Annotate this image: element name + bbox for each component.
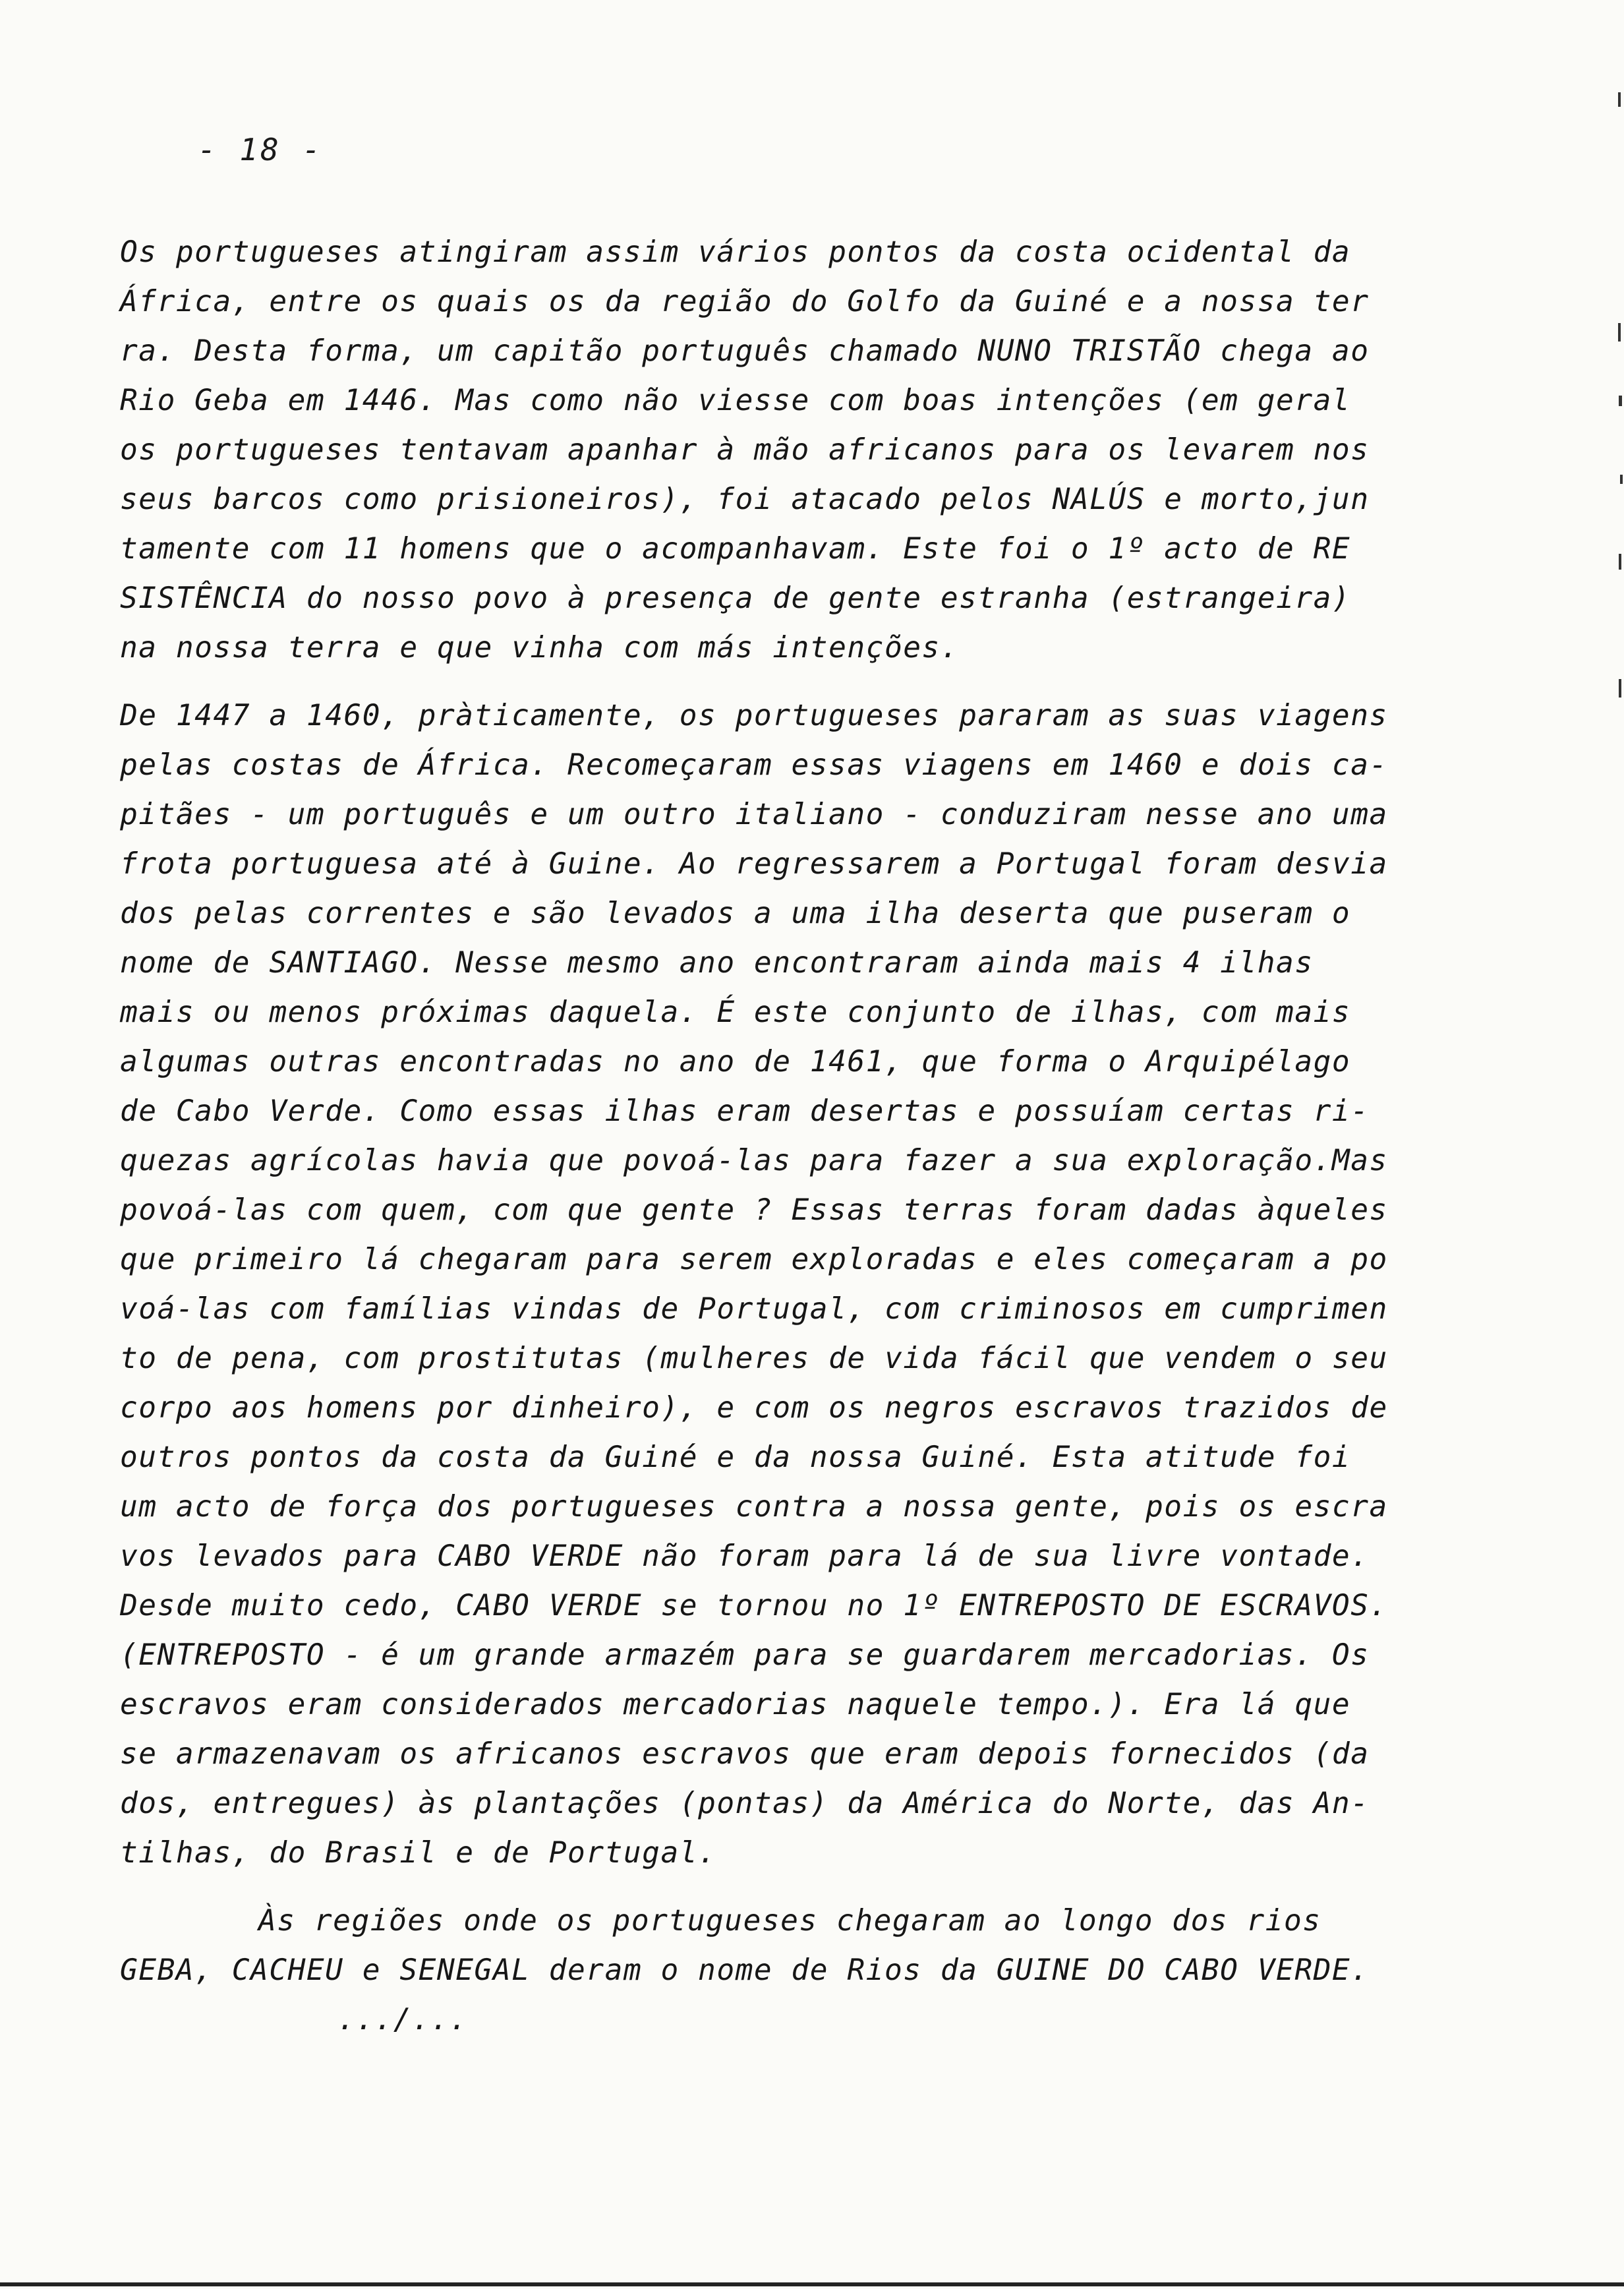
text-line: Rio Geba em 1446. Mas como não viesse com boas intenções (em geral: [120, 384, 1351, 417]
text-line: frota portuguesa até à Guine. Ao regressarem a Portugal foram desvia: [120, 847, 1388, 881]
text-line: dos, entregues) às plantações (pontas) da América do Norte, das An-: [120, 1787, 1370, 1820]
text-line: se armazenavam os africanos escravos que eram depois fornecidos (da: [120, 1737, 1370, 1771]
text-line: pelas costas de África. Recomeçaram essas viagens em 1460 e dois ca-: [120, 748, 1388, 782]
text-line: Desde muito cedo, CABO VERDE se tornou no 1º ENTREPOSTO DE ESCRAVOS.: [120, 1589, 1388, 1622]
continuation-mark: .../...: [337, 2003, 469, 2036]
text-line: África, entre os quais os da região do Golfo da Guiné e a nossa ter: [120, 285, 1370, 318]
text-line: (ENTREPOSTO - é um grande armazém para se guardarem mercadorias. Os: [120, 1638, 1370, 1672]
text-line: tilhas, do Brasil e de Portugal.: [120, 1836, 717, 1870]
text-line: De 1447 a 1460, pràticamente, os portugueses pararam as suas viagens: [120, 699, 1388, 732]
scan-mark: [1619, 396, 1622, 406]
text-line: vos levados para CABO VERDE não foram para lá de sua livre vontade.: [120, 1539, 1370, 1573]
text-line: de Cabo Verde. Como essas ilhas eram desertas e possuíam certas ri-: [120, 1094, 1370, 1128]
text-line: algumas outras encontradas no ano de 1461, que forma o Arquipélago: [120, 1045, 1351, 1079]
text-line: povoá-las com quem, com que gente ? Essas terras foram dadas àqueles: [120, 1193, 1388, 1227]
page-number: - 18 -: [198, 132, 324, 167]
scan-mark: [1620, 475, 1623, 484]
text-line: GEBA, CACHEU e SENEGAL deram o nome de Rios da GUINE DO CABO VERDE.: [120, 1953, 1370, 1987]
text-line: ra. Desta forma, um capitão português chamado NUNO TRISTÃO chega ao: [120, 334, 1370, 368]
text-line: voá-las com famílias vindas de Portugal, com criminosos em cumprimen: [120, 1292, 1388, 1326]
text-line: Os portugueses atingiram assim vários pontos da costa ocidental da: [120, 235, 1351, 269]
text-line: outros pontos da costa da Guiné e da nossa Guiné. Esta atitude foi: [120, 1441, 1351, 1474]
text-line: SISTÊNCIA do nosso povo à presença de gente estranha (estrangeira): [120, 581, 1351, 615]
text-line: to de pena, com prostitutas (mulheres de vida fácil que vendem o seu: [120, 1342, 1388, 1375]
page-bottom-edge: [0, 2282, 1624, 2286]
text-line: na nossa terra e que vinha com más intenções.: [120, 631, 960, 665]
scan-mark: [1618, 323, 1621, 342]
scan-mark: [1619, 679, 1621, 698]
text-line: dos pelas correntes e são levados a uma ilha deserta que puseram o: [120, 897, 1351, 930]
text-line: pitães - um português e um outro italiano - conduziram nesse ano uma: [120, 798, 1388, 831]
text-line: seus barcos como prisioneiros), foi atacado pelos NALÚS e morto,jun: [120, 483, 1370, 516]
scan-mark: [1619, 554, 1621, 570]
text-line: Às regiões onde os portugueses chegaram ao longo dos rios: [258, 1904, 1321, 1938]
text-line: os portugueses tentavam apanhar à mão africanos para os levarem nos: [120, 433, 1370, 467]
text-line: tamente com 11 homens que o acompanhavam. Este foi o 1º acto de RE: [120, 532, 1351, 566]
scan-mark: [1618, 92, 1621, 107]
text-line: mais ou menos próximas daquela. É este conjunto de ilhas, com mais: [120, 996, 1351, 1029]
text-line: um acto de força dos portugueses contra a nossa gente, pois os escra: [120, 1490, 1388, 1524]
text-line: escravos eram considerados mercadorias naquele tempo.). Era lá que: [120, 1688, 1351, 1721]
text-line: corpo aos homens por dinheiro), e com os negros escravos trazidos de: [120, 1391, 1388, 1425]
text-line: quezas agrícolas havia que povoá-las para fazer a sua exploração.Mas: [120, 1144, 1388, 1177]
text-line: nome de SANTIAGO. Nesse mesmo ano encontraram ainda mais 4 ilhas: [120, 946, 1314, 980]
body-text: [120, 227, 1464, 2044]
text-line: que primeiro lá chegaram para serem exploradas e eles começaram a po: [120, 1243, 1388, 1276]
